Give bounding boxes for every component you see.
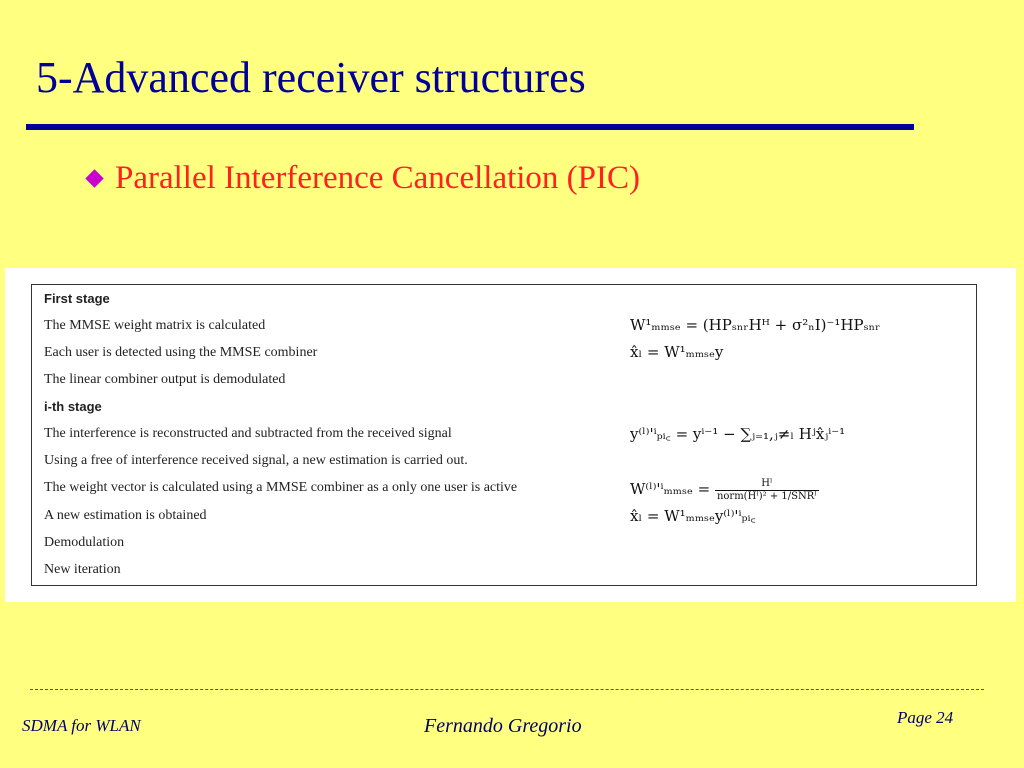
row-formula: y⁽ˡ⁾'ⁱₚᵢ꜀ = yⁱ⁻¹ − ∑ⱼ₌₁,ⱼ≠ₗ Hʲx̂ⱼⁱ⁻¹ [630, 425, 846, 443]
table-row [44, 476, 974, 502]
table-row [44, 449, 974, 475]
table-row-first-stage [44, 287, 974, 313]
table-row [44, 341, 974, 367]
row-label: The interference is reconstructed and subtracted from the received signal [44, 426, 452, 441]
algorithm-image-panel [5, 268, 1016, 602]
footer-left-text: SDMA for WLAN [22, 716, 141, 735]
row-label: The linear combiner output is demodulated [44, 372, 286, 387]
algorithm-table [31, 284, 977, 586]
row-formula: x̂ₗ = W¹ₘₘₛₑy [630, 343, 724, 361]
row-label: The MMSE weight matrix is calculated [44, 318, 266, 333]
row-label: The weight vector is calculated using a MMSE combiner as a only one user is active [44, 480, 518, 495]
row-label: Demodulation [44, 535, 125, 550]
page-number: Page 24 [897, 708, 954, 727]
bullet-item [84, 156, 640, 200]
row-formula: x̂ₗ = W¹ₘₘₛₑy⁽ˡ⁾'ⁱₚᵢ꜀ [630, 507, 756, 525]
table-row [44, 504, 974, 530]
row-label: Using a free of interference received signal, a new estimation is carried out. [44, 453, 468, 468]
bullet-text: Parallel Interference Cancellation (PIC) [115, 159, 641, 196]
table-row-ith-stage [44, 395, 974, 421]
table-row [44, 531, 974, 557]
table-row [44, 368, 974, 394]
footer-author: Fernando Gregorio [424, 715, 582, 737]
table-row [44, 558, 974, 584]
row-label: i-th stage [44, 399, 102, 414]
diamond-bullet-icon [85, 169, 103, 187]
footer-divider [30, 689, 984, 690]
row-formula [630, 478, 819, 502]
row-label: New iteration [44, 562, 121, 577]
row-formula: W¹ₘₘₛₑ = (HPₛₙᵣHᴴ + σ²ₙI)⁻¹HPₛₙᵣ [630, 316, 881, 334]
table-row [44, 422, 974, 448]
formula-fraction [715, 478, 819, 502]
slide-title: 5-Advanced receiver structures [36, 53, 586, 102]
formula-lhs: W⁽ˡ⁾'ⁱₘₘₛₑ = [630, 480, 711, 498]
table-row [44, 314, 974, 340]
row-label: First stage [44, 291, 110, 306]
title-underline [26, 124, 914, 130]
row-label: Each user is detected using the MMSE combiner [44, 345, 318, 360]
fraction-denominator: norm(Hˡ)² + 1/SNRˡ [716, 490, 817, 502]
fraction-numerator: Hˡ [715, 478, 819, 491]
row-label: A new estimation is obtained [44, 508, 207, 523]
